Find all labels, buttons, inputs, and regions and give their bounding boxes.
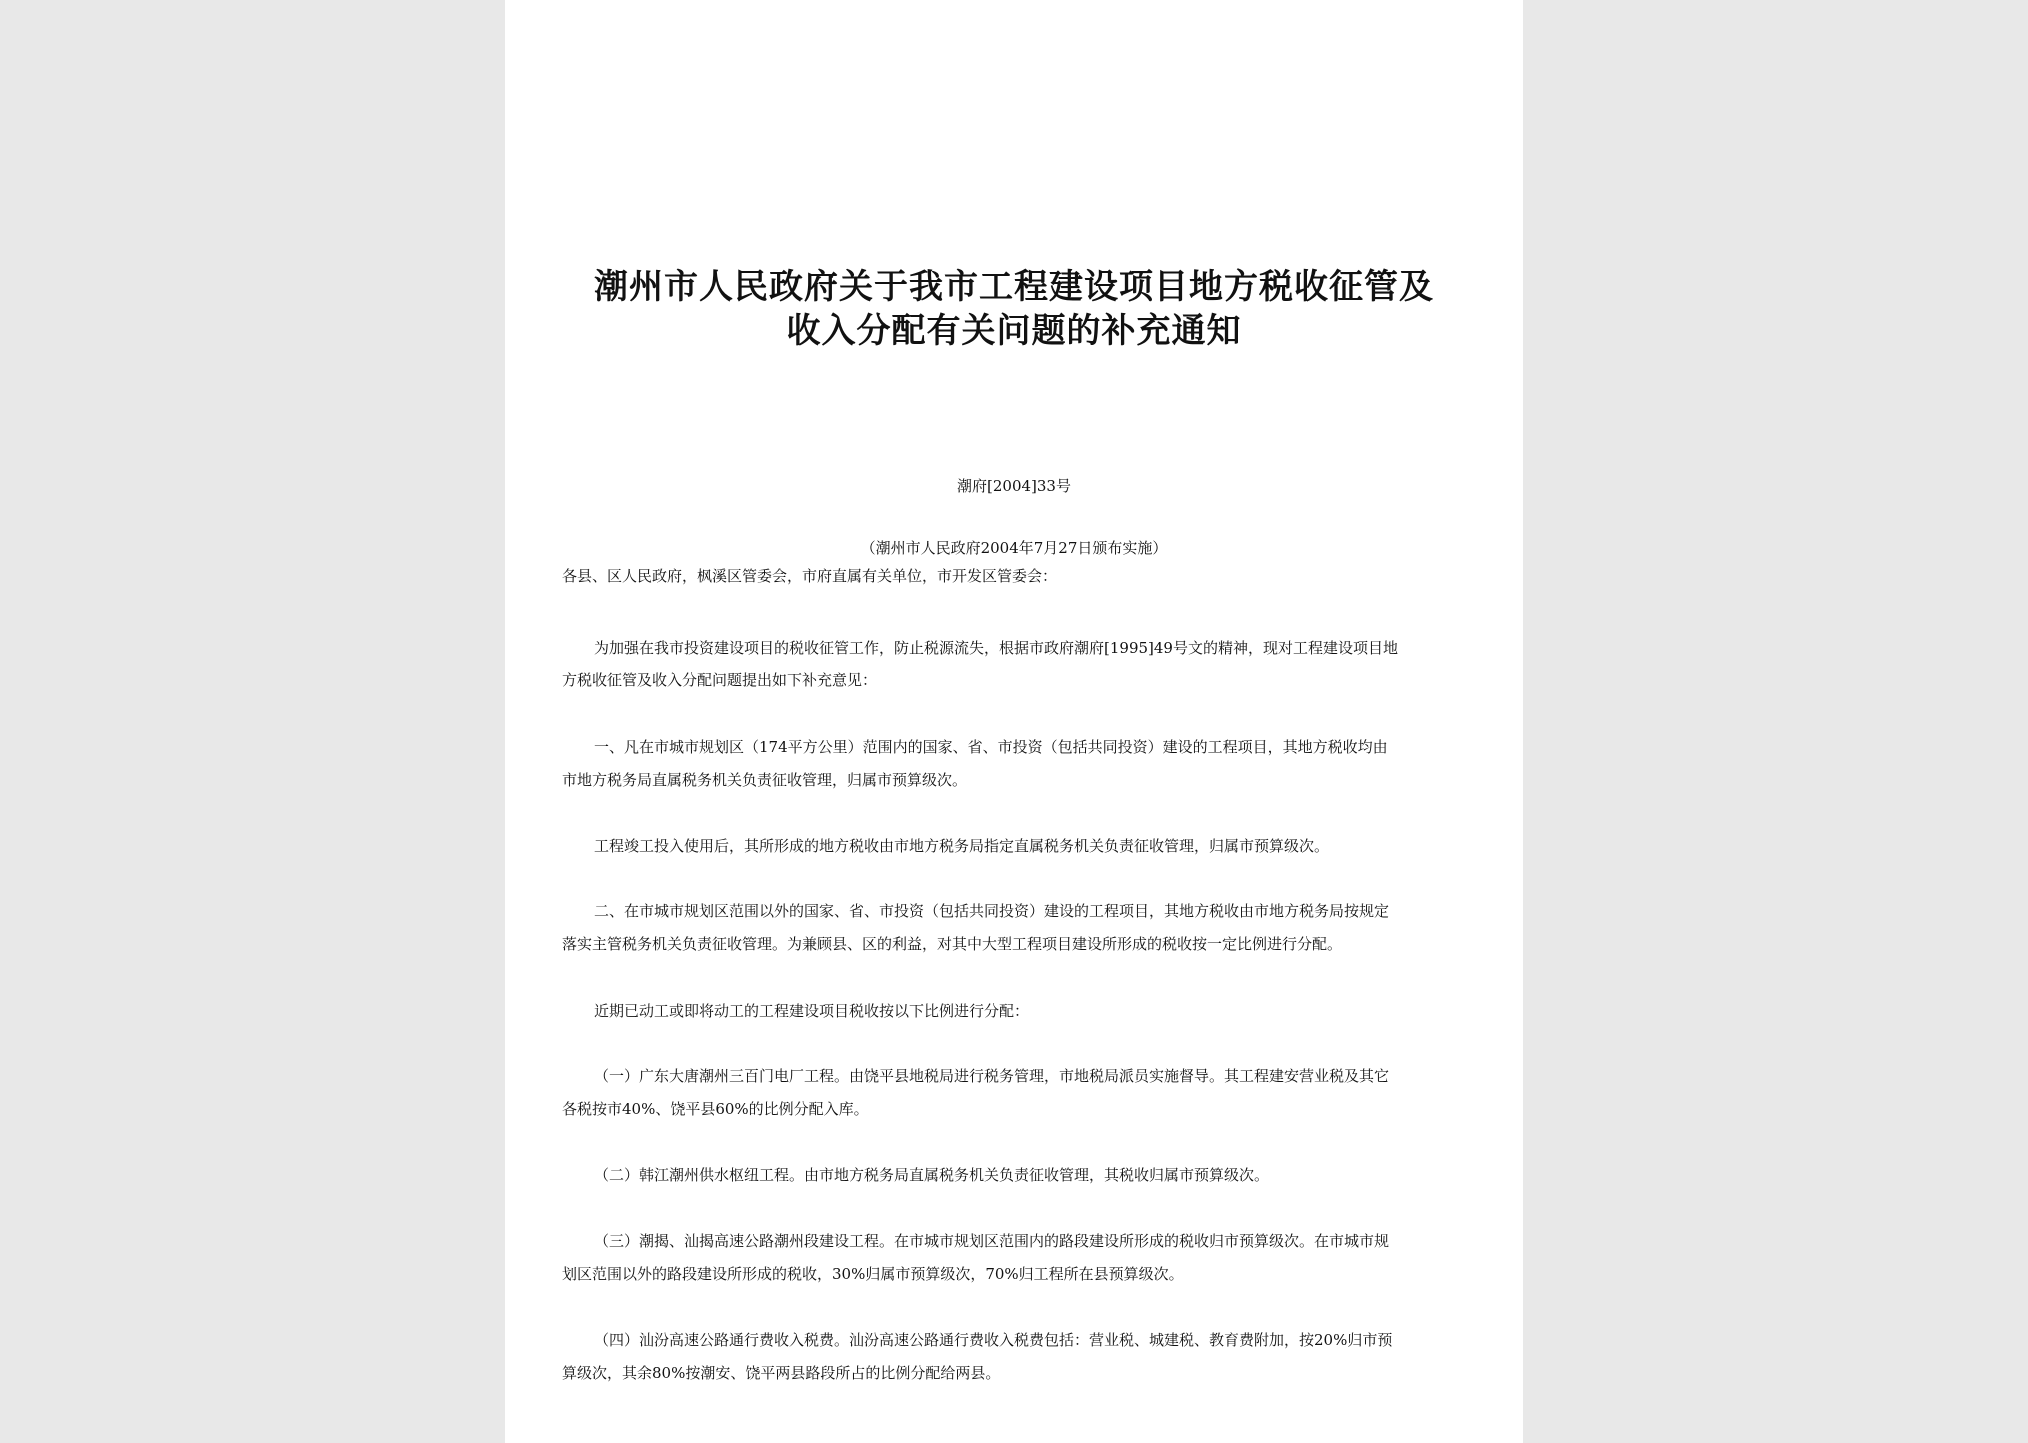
paragraph-8-line-1: （三）潮揭、汕揭高速公路潮州段建设工程。在市城市规划区范围内的路段建设所形成的税收归市预算级次。在市城市规 — [594, 1232, 1390, 1250]
document-page — [505, 0, 1523, 1443]
issue-note: （潮州市人民政府2004年7月27日颁布实施） — [860, 539, 1168, 557]
paragraph-2-line-1: 一、凡在市城市规划区（174平方公里）范围内的国家、省、市投资（包括共同投资）建设的工程项目，其地方税收均由 — [594, 738, 1388, 756]
paragraph-4-line-1: 二、在市城市规划区范围以外的国家、省、市投资（包括共同投资）建设的工程项目，其地方税收由市地方税务局按规定 — [594, 902, 1390, 920]
document-title-line-1: 潮州市人民政府关于我市工程建设项目地方税收征管及 — [594, 267, 1434, 307]
document-number: 潮府[2004]33号 — [957, 477, 1071, 495]
paragraph-7-line-1: （二）韩江潮州供水枢纽工程。由市地方税务局直属税务机关负责征收管理，其税收归属市预算级次。 — [594, 1166, 1270, 1184]
paragraph-6-line-2: 各税按市40%、饶平县60%的比例分配入库。 — [562, 1100, 869, 1118]
paragraph-4-line-2: 落实主管税务机关负责征收管理。为兼顾县、区的利益，对其中大型工程项目建设所形成的税收按一定比例进行分配。 — [562, 935, 1343, 953]
paragraph-9-line-1: （四）汕汾高速公路通行费收入税费。汕汾高速公路通行费收入税费包括：营业税、城建税、教育费附加，按20%归市预 — [594, 1331, 1393, 1349]
paragraph-1-line-2: 方税收征管及收入分配问题提出如下补充意见： — [562, 671, 878, 689]
paragraph-9-line-2: 算级次，其余80%按潮安、饶平两县路段所占的比例分配给两县。 — [562, 1364, 1001, 1382]
paragraph-6-line-1: （一）广东大唐潮州三百门电厂工程。由饶平县地税局进行税务管理，市地税局派员实施督导。其工程建安营业税及其它 — [594, 1067, 1390, 1085]
paragraph-5-line-1: 近期已动工或即将动工的工程建设项目税收按以下比例进行分配： — [594, 1002, 1030, 1020]
addressee: 各县、区人民政府，枫溪区管委会，市府直属有关单位，市开发区管委会： — [562, 567, 1058, 585]
paragraph-8-line-2: 划区范围以外的路段建设所形成的税收，30%归属市预算级次，70%归工程所在县预算级次。 — [562, 1265, 1184, 1283]
paragraph-2-line-2: 市地方税务局直属税务机关负责征收管理，归属市预算级次。 — [562, 771, 968, 789]
document-title-line-2: 收入分配有关问题的补充通知 — [786, 311, 1242, 351]
paragraph-3-line-1: 工程竣工投入使用后，其所形成的地方税收由市地方税务局指定直属税务机关负责征收管理，归属市预算级次。 — [594, 837, 1330, 855]
paragraph-1-line-1: 为加强在我市投资建设项目的税收征管工作，防止税源流失，根据市政府潮府[1995]49号文的精神，现对工程建设项目地 — [594, 639, 1398, 657]
